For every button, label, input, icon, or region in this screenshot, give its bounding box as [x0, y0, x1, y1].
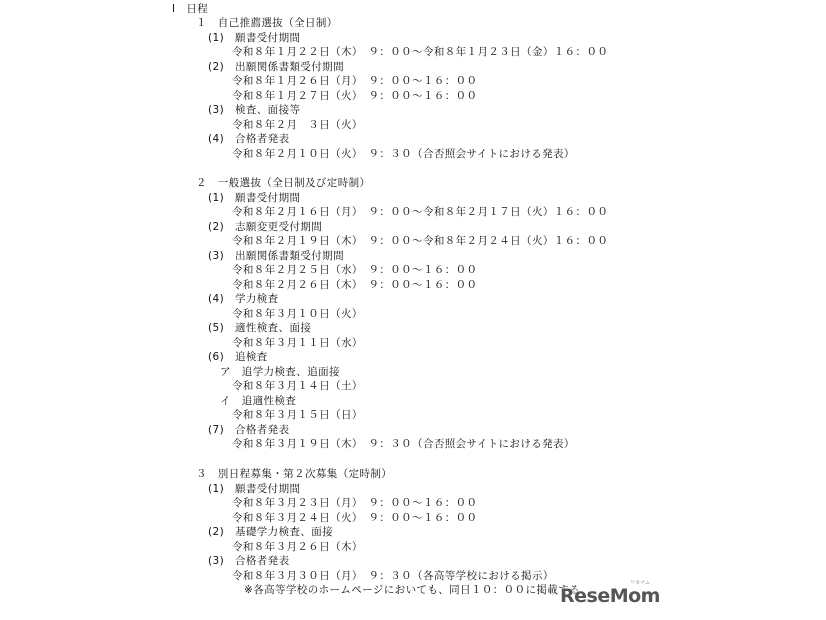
item-label: (2) 出願関係書類受付期間: [208, 61, 344, 73]
date-line: 令和８年３月１１日（水）: [232, 337, 363, 349]
date-line: 令和８年３月３０日（月） ９：３０（各高等学校における掲示）: [232, 570, 554, 582]
item-label: (6) 追検査: [208, 351, 268, 363]
date-line: 令和８年３月１５日（日）: [232, 409, 363, 421]
date-line: 令和８年３月１９日（木） ９：３０（合否照会サイトにおける発表）: [232, 438, 575, 450]
date-line: 令和８年２月１９日（木） ９：００～令和８年２月２４日（火）１６：００: [232, 235, 609, 247]
item-label: (5) 適性検査、面接: [208, 322, 312, 334]
item-label: (4) 合格者発表: [208, 133, 290, 145]
item-label: (7) 合格者発表: [208, 424, 290, 436]
date-line: 令和８年３月２６日（木）: [232, 541, 363, 553]
date-line: 令和８年１月２７日（火） ９：００～１６：００: [232, 90, 478, 102]
date-line: 令和８年２月２６日（木） ９：００～１６：００: [232, 279, 478, 291]
date-line: 令和８年２月２５日（水） ９：００～１６：００: [232, 264, 478, 276]
date-line: 令和８年１月２６日（月） ９：００～１６：００: [232, 75, 478, 87]
resemom-logo: [560, 580, 660, 611]
item-label: (3) 出願関係書類受付期間: [208, 250, 344, 262]
subsection-title: １ 自己推薦選抜（全日制）: [196, 17, 338, 29]
sub-item-label: ア 追学力検査、追面接: [220, 366, 340, 378]
item-label: (1) 願書受付期間: [208, 192, 301, 204]
date-line: 令和８年３月１０日（火）: [232, 308, 363, 320]
subsection-title: ３ 別日程募集・第２次募集（定時制）: [196, 468, 393, 480]
logo-tagline: リセマム: [630, 580, 650, 586]
sub-item-label: イ 追適性検査: [220, 395, 297, 407]
item-label: (3) 合格者発表: [208, 555, 290, 567]
section-heading: Ⅰ 日程: [172, 3, 209, 15]
date-line: 令和８年３月１４日（土）: [232, 380, 363, 392]
subsection-title: ２ 一般選抜（全日制及び定時制）: [196, 177, 371, 189]
item-label: (4) 学力検査: [208, 293, 279, 305]
date-line: 令和８年２月 ３日（火）: [232, 119, 363, 131]
item-label: (1) 願書受付期間: [208, 483, 301, 495]
date-line: 令和８年２月１６日（月） ９：００～令和８年２月１７日（火）１６：００: [232, 206, 609, 218]
date-line: 令和８年１月２２日（木） ９：００～令和８年１月２３日（金）１６：００: [232, 46, 609, 58]
item-label: (2) 志願変更受付期間: [208, 221, 323, 233]
footnote: ※各高等学校のホームページにおいても、同日１０：００に掲載する: [244, 584, 580, 596]
logo-wordmark: ReseMom: [560, 585, 660, 607]
item-label: (3) 検査、面接等: [208, 104, 301, 116]
item-label: (2) 基礎学力検査、面接: [208, 526, 334, 538]
date-line: 令和８年３月２３日（月） ９：００～１６：００: [232, 497, 478, 509]
item-label: (1) 願書受付期間: [208, 32, 301, 44]
date-line: 令和８年３月２４日（火） ９：００～１６：００: [232, 512, 478, 524]
date-line: 令和８年２月１０日（火） ９：３０（合否照会サイトにおける発表）: [232, 148, 575, 160]
